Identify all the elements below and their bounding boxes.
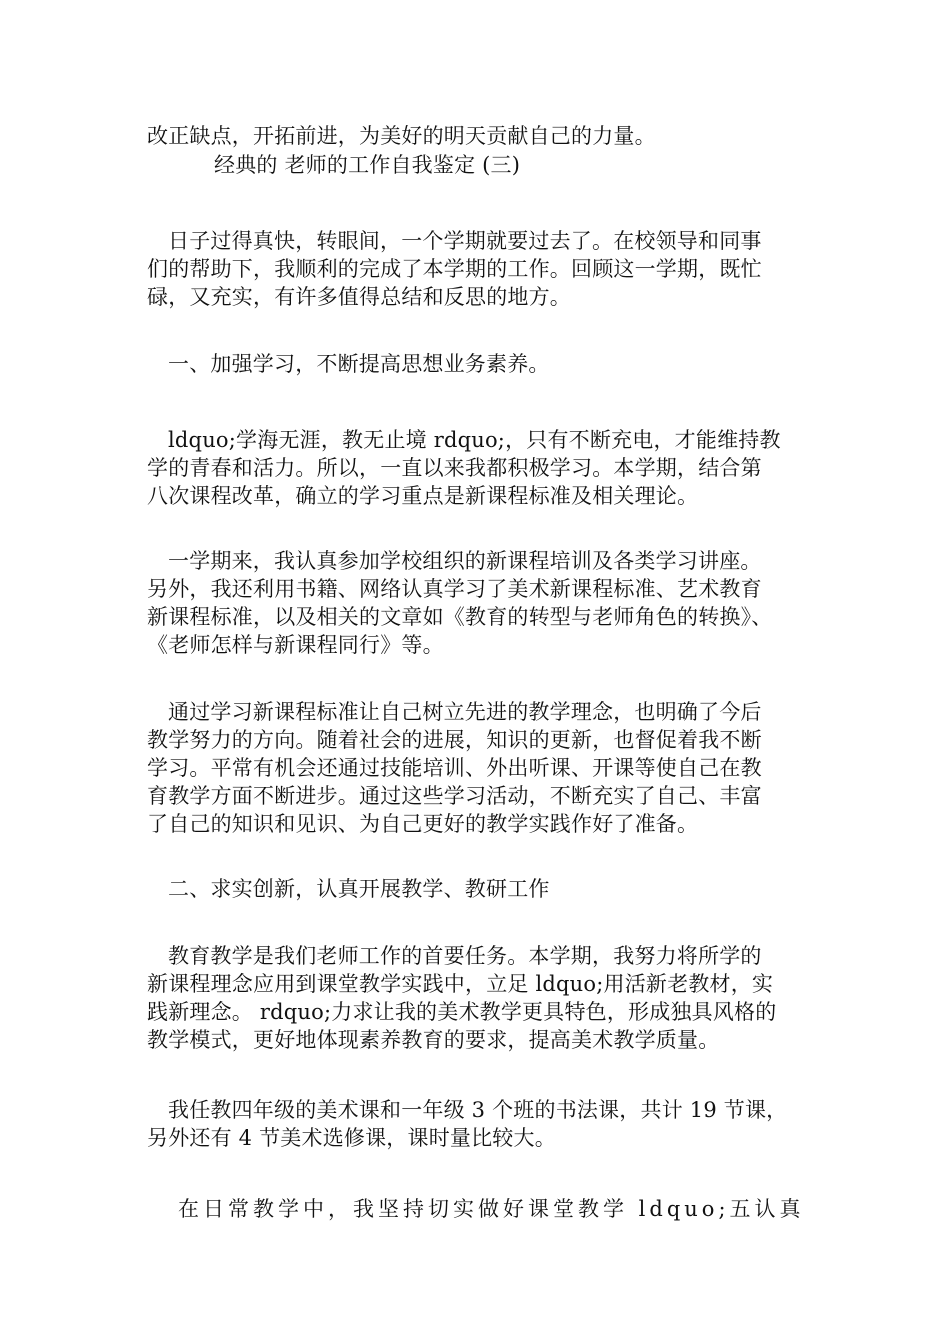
text-line: 改正缺点，开拓前进，为美好的明天贡献自己的力量。 <box>147 124 656 148</box>
text-line: 们的帮助下，我顺利的完成了本学期的工作。回顾这一学期，既忙 <box>147 257 762 281</box>
text-line: 教育教学是我们老师工作的首要任务。本学期，我努力将所学的 <box>168 944 762 968</box>
text-line: ldquo;学海无涯，教无止境 rdquo;，只有不断充电，才能维持教 <box>168 428 781 452</box>
text-line: 日子过得真快，转眼间，一个学期就要过去了。在校领导和同事 <box>168 229 762 253</box>
text-line: 教学努力的方向。随着社会的进展，知识的更新，也督促着我不断 <box>147 728 762 752</box>
text-line: 新课程标准，以及相关的文章如《教育的转型与老师角色的转换》、 <box>147 605 773 629</box>
text-line: 学的青春和活力。所以，一直以来我都积极学习。本学期，结合第 <box>147 456 762 480</box>
text-line: 新课程理念应用到课堂教学实践中，立足 ldquo;用活新老教材，实 <box>147 972 774 996</box>
text-line: 通过学习新课程标准让自己树立先进的教学理念，也明确了今后 <box>168 700 762 724</box>
text-line: 碌，又充实，有许多值得总结和反思的地方。 <box>147 285 571 309</box>
text-line: 《老师怎样与新课程同行》等。 <box>147 633 444 657</box>
text-line: 我任教四年级的美术课和一年级 3 个班的书法课，共计 19 节课， <box>168 1098 788 1122</box>
text-line: 学习。平常有机会还通过技能培训、外出听课、开课等使自己在教 <box>147 756 762 780</box>
text-line: 教学模式，更好地体现素养教育的要求，提高美术教学质量。 <box>147 1028 720 1052</box>
text-line: 另外，我还利用书籍、网络认真学习了美术新课程标准、艺术教育 <box>147 577 762 601</box>
text-line: 一学期来，我认真参加学校组织的新课程培训及各类学习讲座。 <box>168 549 762 573</box>
heading-1: 一、加强学习，不断提高思想业务素养。 <box>168 352 550 376</box>
text-line: 八次课程改革，确立的学习重点是新课程标准及相关理论。 <box>147 484 699 508</box>
heading-2: 二、求实创新，认真开展教学、教研工作 <box>168 877 550 901</box>
text-line: 在日常教学中，我坚持切实做好课堂教学 ldquo;五认真 <box>178 1197 805 1221</box>
text-line: 另外还有 4 节美术选修课，课时量比较大。 <box>147 1126 556 1150</box>
text-line: 育教学方面不断进步。通过这些学习活动，不断充实了自己、丰富 <box>147 784 762 808</box>
text-line: 践新理念。 rdquo;力求让我的美术教学更具特色，形成独具风格的 <box>147 1000 777 1024</box>
text-line: 了自己的知识和见识、为自己更好的教学实践作好了准备。 <box>147 812 699 836</box>
section-title: 经典的 老师的工作自我鉴定 (三) <box>214 153 521 177</box>
